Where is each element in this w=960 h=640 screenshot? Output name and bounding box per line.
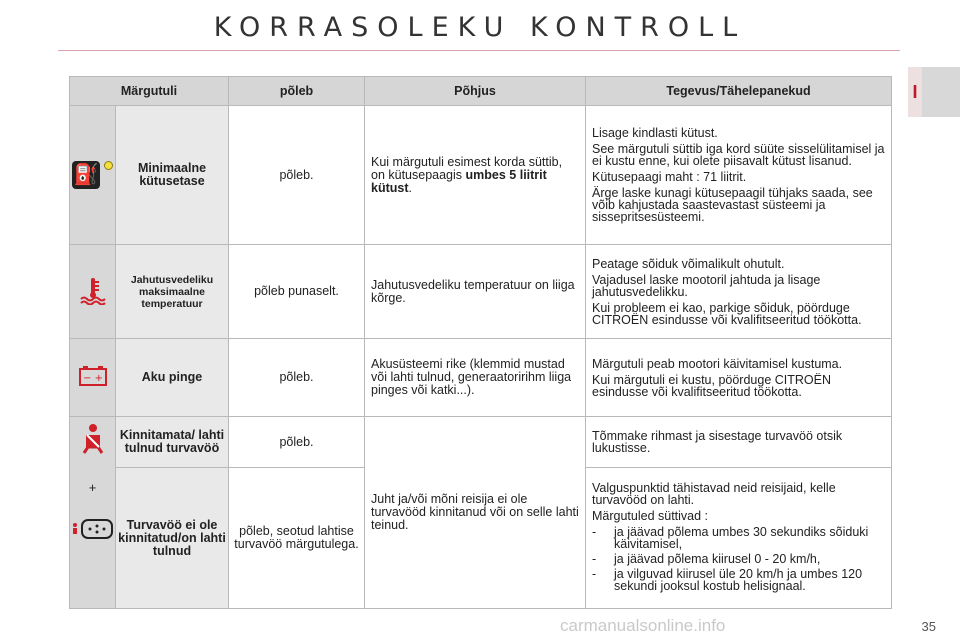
- warning-light-name: Aku pinge: [116, 339, 229, 417]
- battery-icon-cell: [70, 339, 116, 417]
- seatbelt-display-icon: [71, 517, 115, 541]
- state-text: põleb punaselt.: [229, 245, 365, 339]
- state-text: põleb.: [229, 106, 365, 245]
- table-header-row: [70, 77, 892, 106]
- action-text: Tõmmake rihmast ja sisestage turvavöö otsik lukustisse.: [586, 417, 892, 468]
- warning-lights-table: [69, 76, 892, 609]
- action-text: Peatage sõiduk võimalikult ohutult. Vajadusel laske mootoril jahtuda ja lisage jahutusvedelikku. Kui probleem ei kao, parkige sõiduk, pöörduge CITROËN esindusse või kvalifitseeritud töökotta.: [586, 245, 892, 339]
- reason-text: Akusüsteemi rike (klemmid mustad või lahti tulnud, generaatoririhm liiga pinges või katki...).: [365, 339, 586, 417]
- action-text: Märgutuli peab mootori käivitamisel kustuma. Kui märgutuli ei kustu, pöörduge CITROËN esindusse või kvalifitseeritud töökotta.: [586, 339, 892, 417]
- warning-light-name: Kinnitamata/ lahti tulnud turvavöö: [116, 417, 229, 468]
- page-title: KORRASOLEKU KONTROLL: [213, 12, 747, 43]
- list-item: - ja jäävad põlema umbes 30 sekundiks sõiduki käivitamisel,: [592, 524, 869, 551]
- seatbelt-icon-cell: [70, 417, 116, 609]
- reason-text: Juht ja/või mõni reisija ei ole turvavööd kinnitanud või on selle lahti teinud.: [365, 417, 586, 609]
- battery-icon-label: − +: [82, 373, 103, 384]
- state-text: põleb.: [229, 339, 365, 417]
- seatbelt-icon: [79, 423, 107, 457]
- fuel-icon-cell: [70, 106, 116, 245]
- warning-light-name: Turvavöö ei ole kinnitatud/on lahti tulnud: [116, 468, 229, 609]
- column-header-state: põleb: [229, 77, 365, 106]
- battery-icon: [78, 365, 108, 387]
- state-text: põleb.: [229, 417, 365, 468]
- fuel-led-icon: [104, 161, 113, 170]
- table-row-coolant: [70, 245, 892, 339]
- state-text: põleb, seotud lahtise turvavöö märgutulega.: [229, 468, 365, 609]
- section-tab[interactable]: [908, 67, 960, 117]
- reason-text: Jahutusvedeliku temperatuur on liiga kõrge.: [365, 245, 586, 339]
- column-header-reason: Põhjus: [365, 77, 586, 106]
- fuel-volume-emphasis: umbes 5 liitrit kütust: [371, 167, 547, 195]
- column-header-warning-light: Märgutuli: [70, 77, 229, 106]
- page-number: 35: [921, 619, 936, 634]
- warning-light-name: Minimaalne kütusetase: [116, 106, 229, 245]
- list-item: - ja vilguvad kiirusel üle 20 km/h ja umbes 120 sekundi jooksul kostub helisignaal.: [592, 566, 863, 593]
- section-tab-label: I: [908, 67, 922, 117]
- coolant-icon-cell: [70, 245, 116, 339]
- coolant-temperature-icon: [78, 275, 108, 305]
- watermark: carmanualsonline.info: [560, 616, 726, 635]
- title-divider: [58, 50, 900, 51]
- warning-light-name: Jahutusvedeliku maksimaalne temperatuur: [116, 245, 229, 339]
- column-header-action: Tegevus/Tähelepanekud: [586, 77, 892, 106]
- plus-sign: +: [88, 480, 97, 495]
- action-text: Valguspunktid tähistavad neid reisijaid, kelle turvavööd on lahti. Märgutuled süttivad : - ja jäävad põlema umbes 30 sekundiks sõiduki käivitamisel, - ja jäävad põlema kiirusel 0 - 20 km/h, - ja vilguvad kiirusel üle 20 km/h ja umbes 120 sekundi jooksul kostub helisignaal.: [586, 468, 892, 609]
- table-row-seatbelt: [70, 417, 892, 468]
- reason-text: Kui märgutuli esimest korda süttib, on kütusepaagis umbes 5 liitrit kütust.: [365, 106, 586, 245]
- table-row-battery: [70, 339, 892, 417]
- action-text: Lisage kindlasti kütust. See märgutuli süttib iga kord süüte sisselülitamisel ja ei kustu enne, kui olete piisavalt kütust lisanud. Kütusepaagi maht : 71 liitrit. Ärge laske kunagi kütusepaagil tühjaks saada, see võib kahjustada saastevastast süsteemi ja sissepritsesüsteemi.: [586, 106, 892, 245]
- fuel-pump-icon: ⛽: [72, 161, 100, 189]
- list-item: - ja jäävad põlema kiirusel 0 - 20 km/h,: [592, 551, 821, 566]
- table-row-fuel: [70, 106, 892, 245]
